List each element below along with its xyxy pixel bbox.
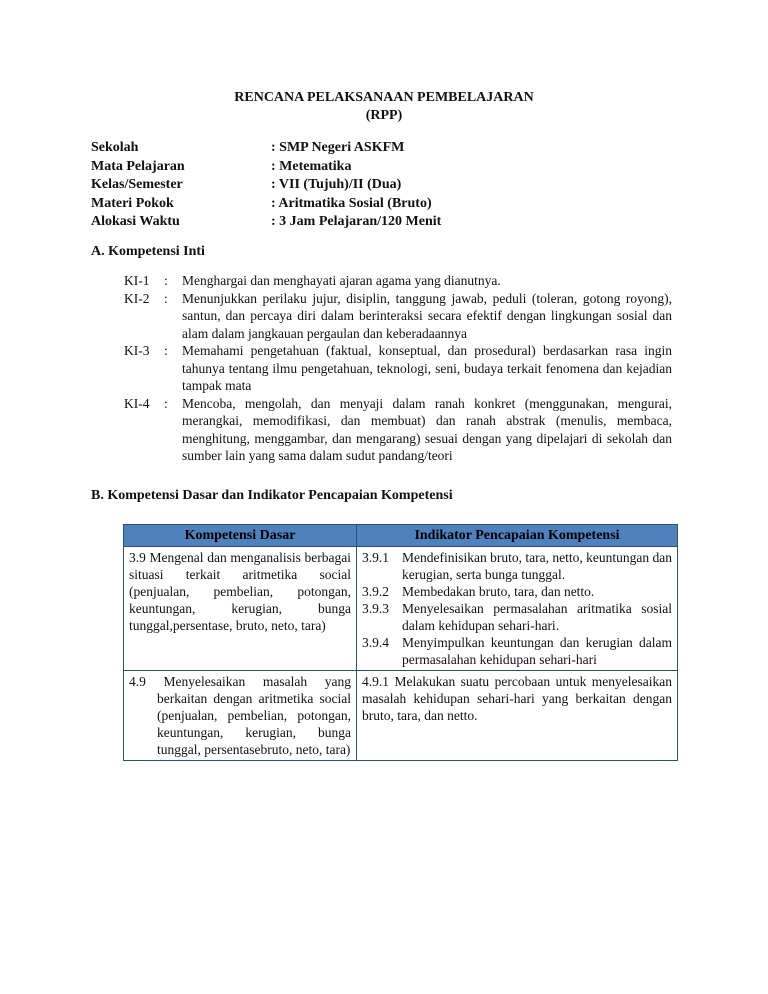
indicator-text: Menyimpulkan keuntungan dan kerugian dalam permasalahan kehidupan sehari-hari [402,635,672,667]
indicator-text: Menyelesaikan permasalahan aritmatika sosial dalam kehidupan sehari-hari. [402,601,672,633]
ipk-cell [357,671,678,761]
header-kompetensi-dasar: Kompetensi Dasar [124,525,357,547]
identity-row-school [91,140,441,159]
ki-item [124,290,672,343]
identity-value: : 3 Jam Pelajaran/120 Menit [271,214,442,229]
indicator-item [362,549,672,583]
indicator-code: 3.9.4 [362,635,389,650]
identity-value: : SMP Negeri ASKFM [271,140,405,155]
ki-text: Mencoba, mengolah, dan menyaji dalam ranah konkret (menggunakan, mengurai, merangkai, memodifikasi, dan membuat) dan ranah abstrak (menulis, membaca, menghitung, menggambar, dan mengarang) sesuai dengan yang dipelajari di sekolah dan sumber lain yang sama dalam sudut pandang/teori [182,395,672,463]
identity-label: Materi Pokok [91,195,174,211]
identity-label: Alokasi Waktu [91,214,180,229]
ki-colon: : [164,343,168,358]
ipk-cell [357,547,678,671]
ki-item [124,342,672,395]
kd-cell [124,671,357,761]
identity-label: Sekolah [91,140,139,155]
ki-text: Menghargai dan menghayati ajaran agama yang dianutnya. [182,273,501,288]
ki-code: KI-4 [124,395,150,411]
section-heading-a: A. Kompetensi Inti [91,244,205,259]
table-row [124,547,678,671]
ki-code: KI-1 [124,273,150,288]
document-subtitle: (RPP) [365,108,403,123]
ki-code: KI-3 [124,343,150,358]
indicator-text: Mendefinisikan bruto, tara, netto, keuntungan dan kerugian, serta bunga tunggal. [402,550,672,582]
table-header-row [124,525,678,547]
kd-text: 4.9 Menyelesaikan masalah yang berkaitan dengan aritmetika social (penjualan, pembelian, potongan, keuntungan, kerugian, bunga tunggal, persentasebruto, neto, tara) [129,674,351,757]
identity-value: : Metematika [271,158,352,174]
indicator-code: 3.9.2 [362,584,389,599]
section-heading-b: B. Kompetensi Dasar dan Indikator Pencapaian Kompetensi [91,488,453,503]
identity-label: Mata Pelajaran [91,158,185,174]
identity-label: Kelas/Semester [91,177,183,192]
identity-value: : Aritmatika Sosial (Bruto) [271,195,432,211]
kompetensi-inti-list [124,272,672,465]
identity-row-class [91,177,441,196]
competency-table [123,524,678,761]
header-indikator: Indikator Pencapaian Kompetensi [357,525,678,547]
ki-colon: : [164,273,168,288]
kd-text: 3.9 Mengenal dan menganalisis berbagai situasi terkait aritmetika social (penjualan, pembelian, potongan, keuntungan, kerugian, bunga tunggal,persentase, bruto, neto, tara) [129,550,351,633]
ki-item [124,272,672,290]
indicator-text: 4.9.1 Melakukan suatu percobaan untuk menyelesaikan masalah kehidupan sehari-hari yang berkaitan dengan bruto, tara, dan netto. [362,674,672,723]
identity-row-topic [91,196,441,215]
identity-block [91,140,441,233]
indicator-text: Membedakan bruto, tara, dan netto. [402,584,595,599]
indicator-item [362,583,672,600]
identity-row-subject [91,159,441,178]
ki-text: Menunjukkan perilaku jujur, disiplin, tanggung jawab, peduli (toleran, gotong royong), santun, dan percaya diri dalam berinteraksi secara efektif dengan lingkungan sosial dan alam dalam jangkauan pergaulan dan keberadaannya [182,290,672,341]
ki-colon: : [164,290,168,306]
identity-value: : VII (Tujuh)/II (Dua) [271,177,402,192]
document-title: RENCANA PELAKSANAAN PEMBELAJARAN [234,90,534,105]
indicator-code: 3.9.1 [362,550,389,565]
kd-cell [124,547,357,671]
indicator-code: 3.9.3 [362,601,389,616]
ki-item [124,395,672,465]
indicator-item [362,600,672,634]
ki-colon: : [164,395,168,411]
table-row [124,671,678,761]
ki-code: KI-2 [124,290,150,306]
identity-row-time [91,214,441,233]
ki-text: Memahami pengetahuan (faktual, konseptual, dan prosedural) berdasarkan rasa ingin tahunya tentang ilmu pengetahuan, teknologi, seni, budaya terkait fenomena dan kejadian tampak mata [182,343,672,393]
indicator-item [362,634,672,668]
